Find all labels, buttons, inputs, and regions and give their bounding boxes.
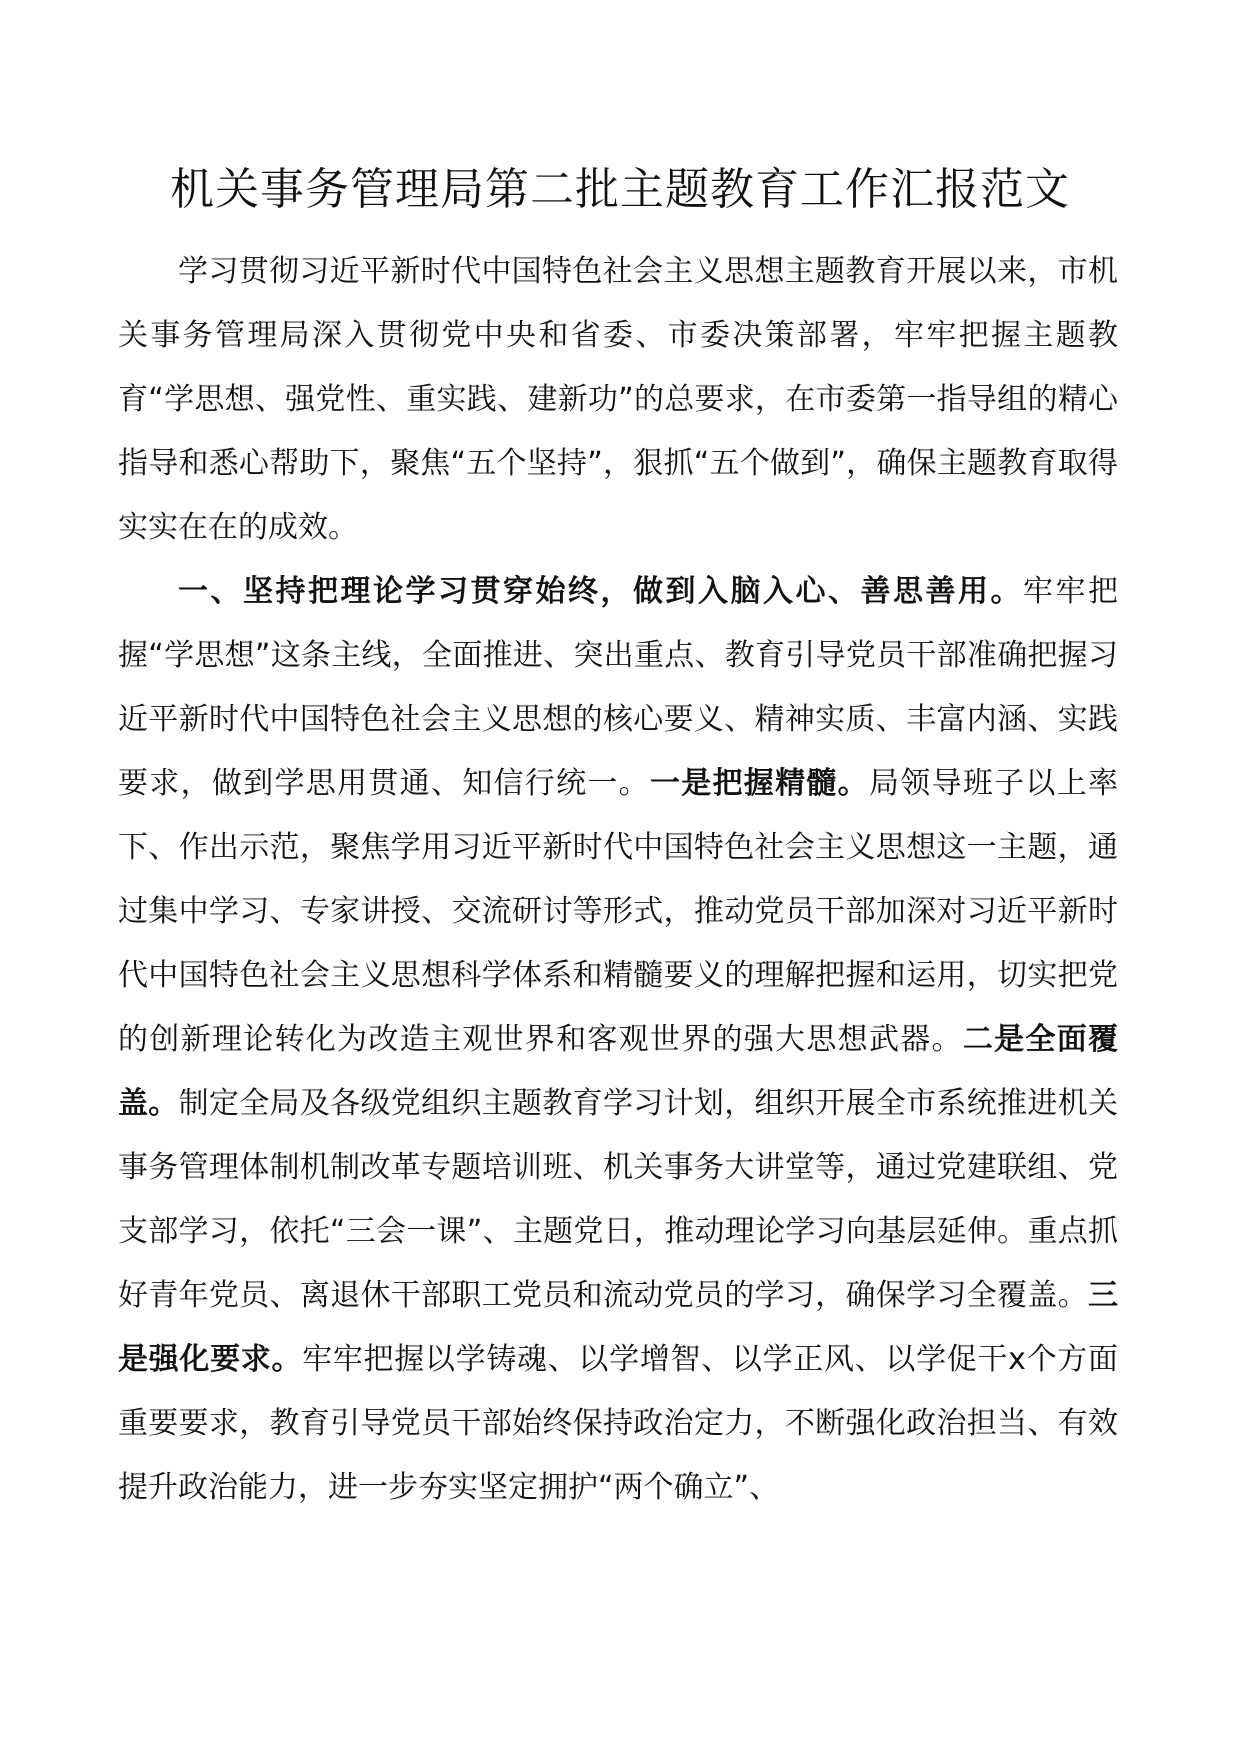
section-one-text: 牢牢把握“学思想”这条主线，全面推进、突出重点、教育引导党员干部准确把握习近平新时代中国特色社会主义思想的核心要义、精神实质、丰富内涵、实践要求，做到学思用贯通、知信行统一。 [118, 574, 1118, 801]
point-one-label: 一是把握精髓。 [649, 766, 869, 801]
point-three-label: 三是强化要求。 [118, 1278, 1118, 1377]
document-body [118, 240, 1118, 1520]
intro-paragraph: 学习贯彻习近平新时代中国特色社会主义思想主题教育开展以来，市机关事务管理局深入贯彻党中央和省委、市委决策部署，牢牢把握主题教育“学思想、强党性、重实践、建新功”的总要求，在市委第一指导组的精心指导和悉心帮助下，聚焦“五个坚持”，狠抓“五个做到”，确保主题教育取得实实在在的成效。 [118, 254, 1118, 545]
point-one-text: 局领导班子以上率下、作出示范，聚焦学用习近平新时代中国特色社会主义思想这一主题，通过集中学习、专家讲授、交流研讨等形式，推动党员干部加深对习近平新时代中国特色社会主义思想科学体系和精髓要义的理解把握和运用，切实把党的创新理论转化为改造主观世界和客观世界的强大思想武器。 [118, 766, 1119, 1057]
point-three-text: 牢牢把握以学铸魂、以学增智、以学正风、以学促干x个方面重要要求，教育引导党员干部始终保持政治定力，不断强化政治担当、有效提升政治能力，进一步夯实坚定拥护“两个确立”、 [118, 1342, 1118, 1505]
document-title: 机关事务管理局第二批主题教育工作汇报范文 [170, 164, 1070, 215]
section-one-paragraph [118, 560, 1118, 1520]
point-two-label: 二是全面覆盖。 [118, 1022, 1119, 1121]
point-two-text: 制定全局及各级党组织主题教育学习计划，组织开展全市系统推进机关事务管理体制机制改革专题培训班、机关事务大讲堂等，通过党建联组、党支部学习，依托“三会一课”、主题党日，推动理论学习向基层延伸。重点抓好青年党员、离退休干部职工党员和流动党员的学习，确保学习全覆盖。 [118, 1086, 1118, 1313]
section-one-heading: 一、坚持把理论学习贯穿始终，做到入脑入心、善思善用。 [178, 574, 1023, 609]
